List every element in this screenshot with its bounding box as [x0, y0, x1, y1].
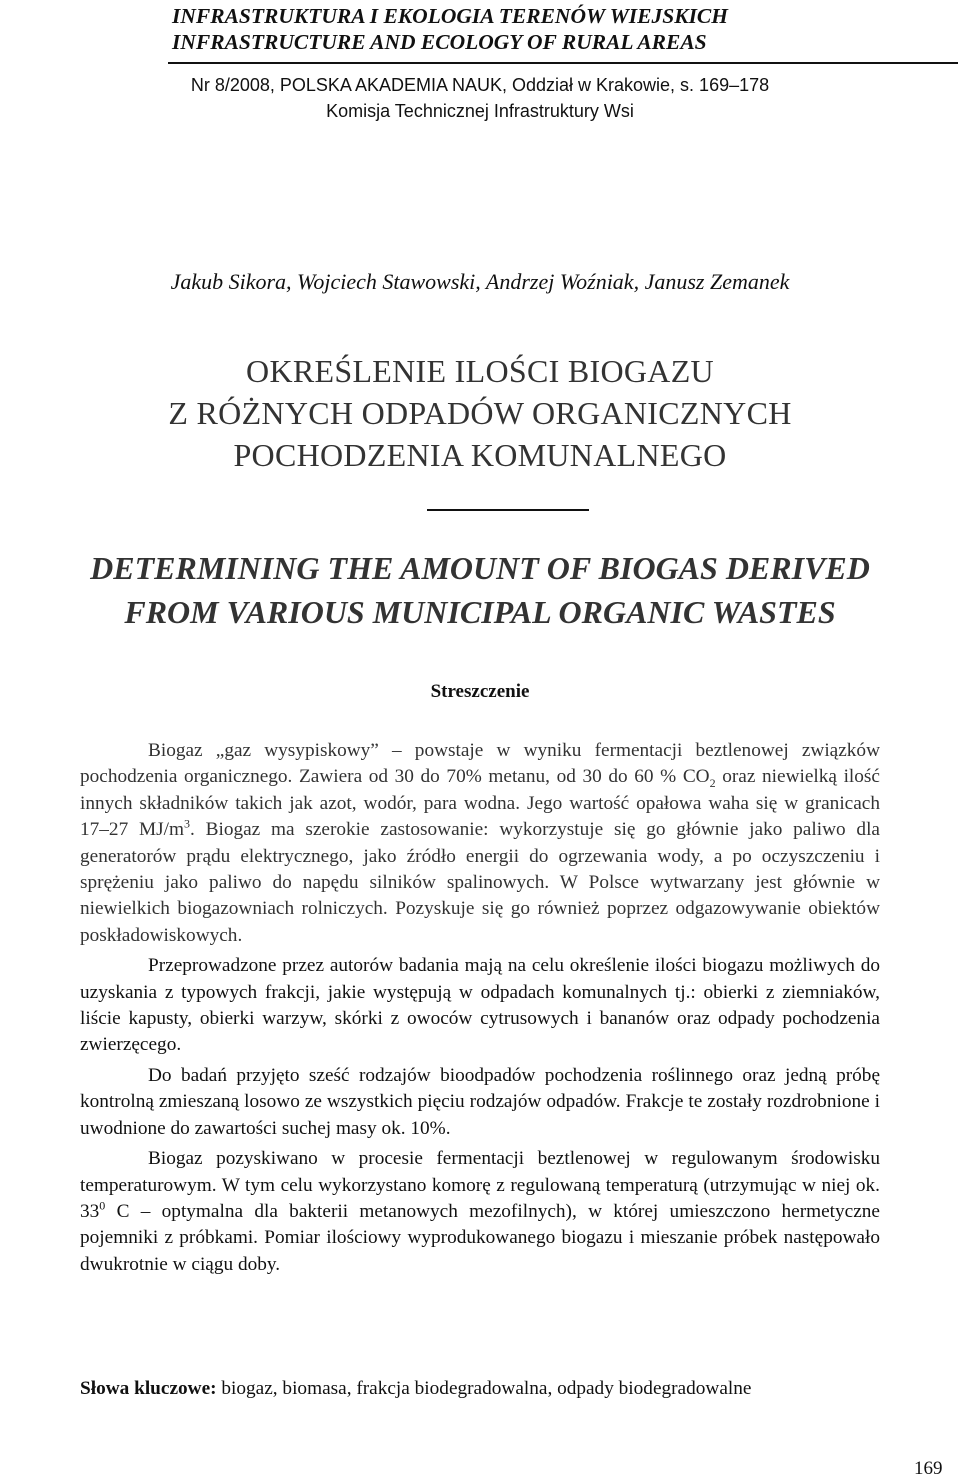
m3-superscript: 3 [184, 816, 190, 831]
header-rule [168, 62, 958, 64]
title-en-line-2: FROM VARIOUS MUNICIPAL ORGANIC WASTES [124, 594, 836, 630]
title-en-line-1: DETERMINING THE AMOUNT OF BIOGAS DERIVED [90, 550, 870, 586]
abstract-p1-text-a: Biogaz „gaz wysypiskowy” – powstaje w wyniku fermentacji beztlenowej związków pochodzenia organicznego. Zawiera od 30 do 70% metanu, od 30 do 60 % CO [80, 740, 880, 788]
abstract-p4-text-a: Biogaz pozyskiwano w procesie fermentacji beztlenowej w regulowanym środowisku temperaturowym. W tym celu wykorzystano komorę z regulowaną temperaturą (utrzymując w niej ok. 33 [80, 1148, 880, 1222]
abstract-paragraph-2: Przeprowadzone przez autorów badania mają na celu określenie ilości biogazu możliwych do uzyskania z typowych frakcji, jakie występują w odpadach komunalnych tj.: obierki z ziemniaków, liście kapusty, obierki warzyw, skórki z owoców cytrusowych i bananów oraz odpady pochodzenia zwierzęcego. [80, 955, 880, 1056]
page-number: 169 [914, 1458, 943, 1479]
journal-title-en: INFRASTRUCTURE AND ECOLOGY OF RURAL AREAS [172, 30, 707, 54]
keywords-text: biogaz, biomasa, frakcja biodegradowalna, odpady biodegradowalne [216, 1378, 752, 1399]
abstract-paragraph-4 [80, 1146, 880, 1278]
abstract-p4-text-b: C – optymalna dla bakterii metanowych mezofilnych), w której umieszczono hermetyczne pojemniki z próbkami. Pomiar ilościowy wyprodukowanego biogazu i mieszanie próbek następowało dwukrotnie w ciągu doby. [80, 1200, 880, 1275]
co2-subscript: 2 [709, 776, 716, 791]
title-pl-line-2: Z RÓŻNYCH ODPADÓW ORGANICZNYCH [168, 395, 792, 431]
abstract-p1-text-b: oraz niewielką ilość innych składników takich jak azot, wodór, para wodna. Jego wartość opałowa waha się w granicach 17–27 MJ/m [80, 766, 880, 841]
abstract-p1-text-c: . Biogaz ma szerokie zastosowanie: wykorzystuje się go głównie jako paliwo dla generatorów prądu elektrycznego, jako źródło energii do ogrzewania wody, a po oczyszczeniu i sprężeniu jako paliwo do napędu silników spalinowych. W Polsce wytwarzany jest głównie w niewielkich biogazowniach rolniczych. Pozyskuje się go również poprzez odgazowywanie obiektów poskładowiskowych. [80, 819, 880, 946]
keywords [80, 1376, 880, 1402]
degree-superscript: 0 [99, 1198, 106, 1213]
keywords-label: Słowa kluczowe: [80, 1378, 217, 1399]
journal-title-pl: INFRASTRUKTURA I EKOLOGIA TERENÓW WIEJSKICH [172, 4, 728, 28]
issue-line: Nr 8/2008, POLSKA AKADEMIA NAUK, Oddział w Krakowie, s. 169–178 [190, 75, 770, 95]
title-pl-line-1: OKREŚLENIE ILOŚCI BIOGAZU [246, 353, 714, 389]
title-polish [0, 350, 960, 476]
title-separator [427, 509, 589, 511]
abstract-paragraph-1 [80, 738, 880, 949]
abstract-heading: Streszczenie [430, 681, 530, 702]
abstract-paragraph-3: Do badań przyjęto sześć rodzajów bioodpadów pochodzenia roślinnego oraz jedną próbę kontrolną zmieszaną losowo ze wszystkich pięciu rodzajów odpadów. Frakcje te zostały rozdrobnione i uwodnione do zawartości suchej masy ok. 10%. [80, 1064, 880, 1139]
abstract-body [80, 738, 880, 1278]
title-pl-line-3: POCHODZENIA KOMUNALNEGO [233, 437, 727, 473]
authors: Jakub Sikora, Wojciech Stawowski, Andrzej Woźniak, Janusz Zemanek [170, 269, 790, 294]
title-english [0, 546, 960, 634]
commission-line: Komisja Technicznej Infrastruktury Wsi [326, 101, 634, 121]
